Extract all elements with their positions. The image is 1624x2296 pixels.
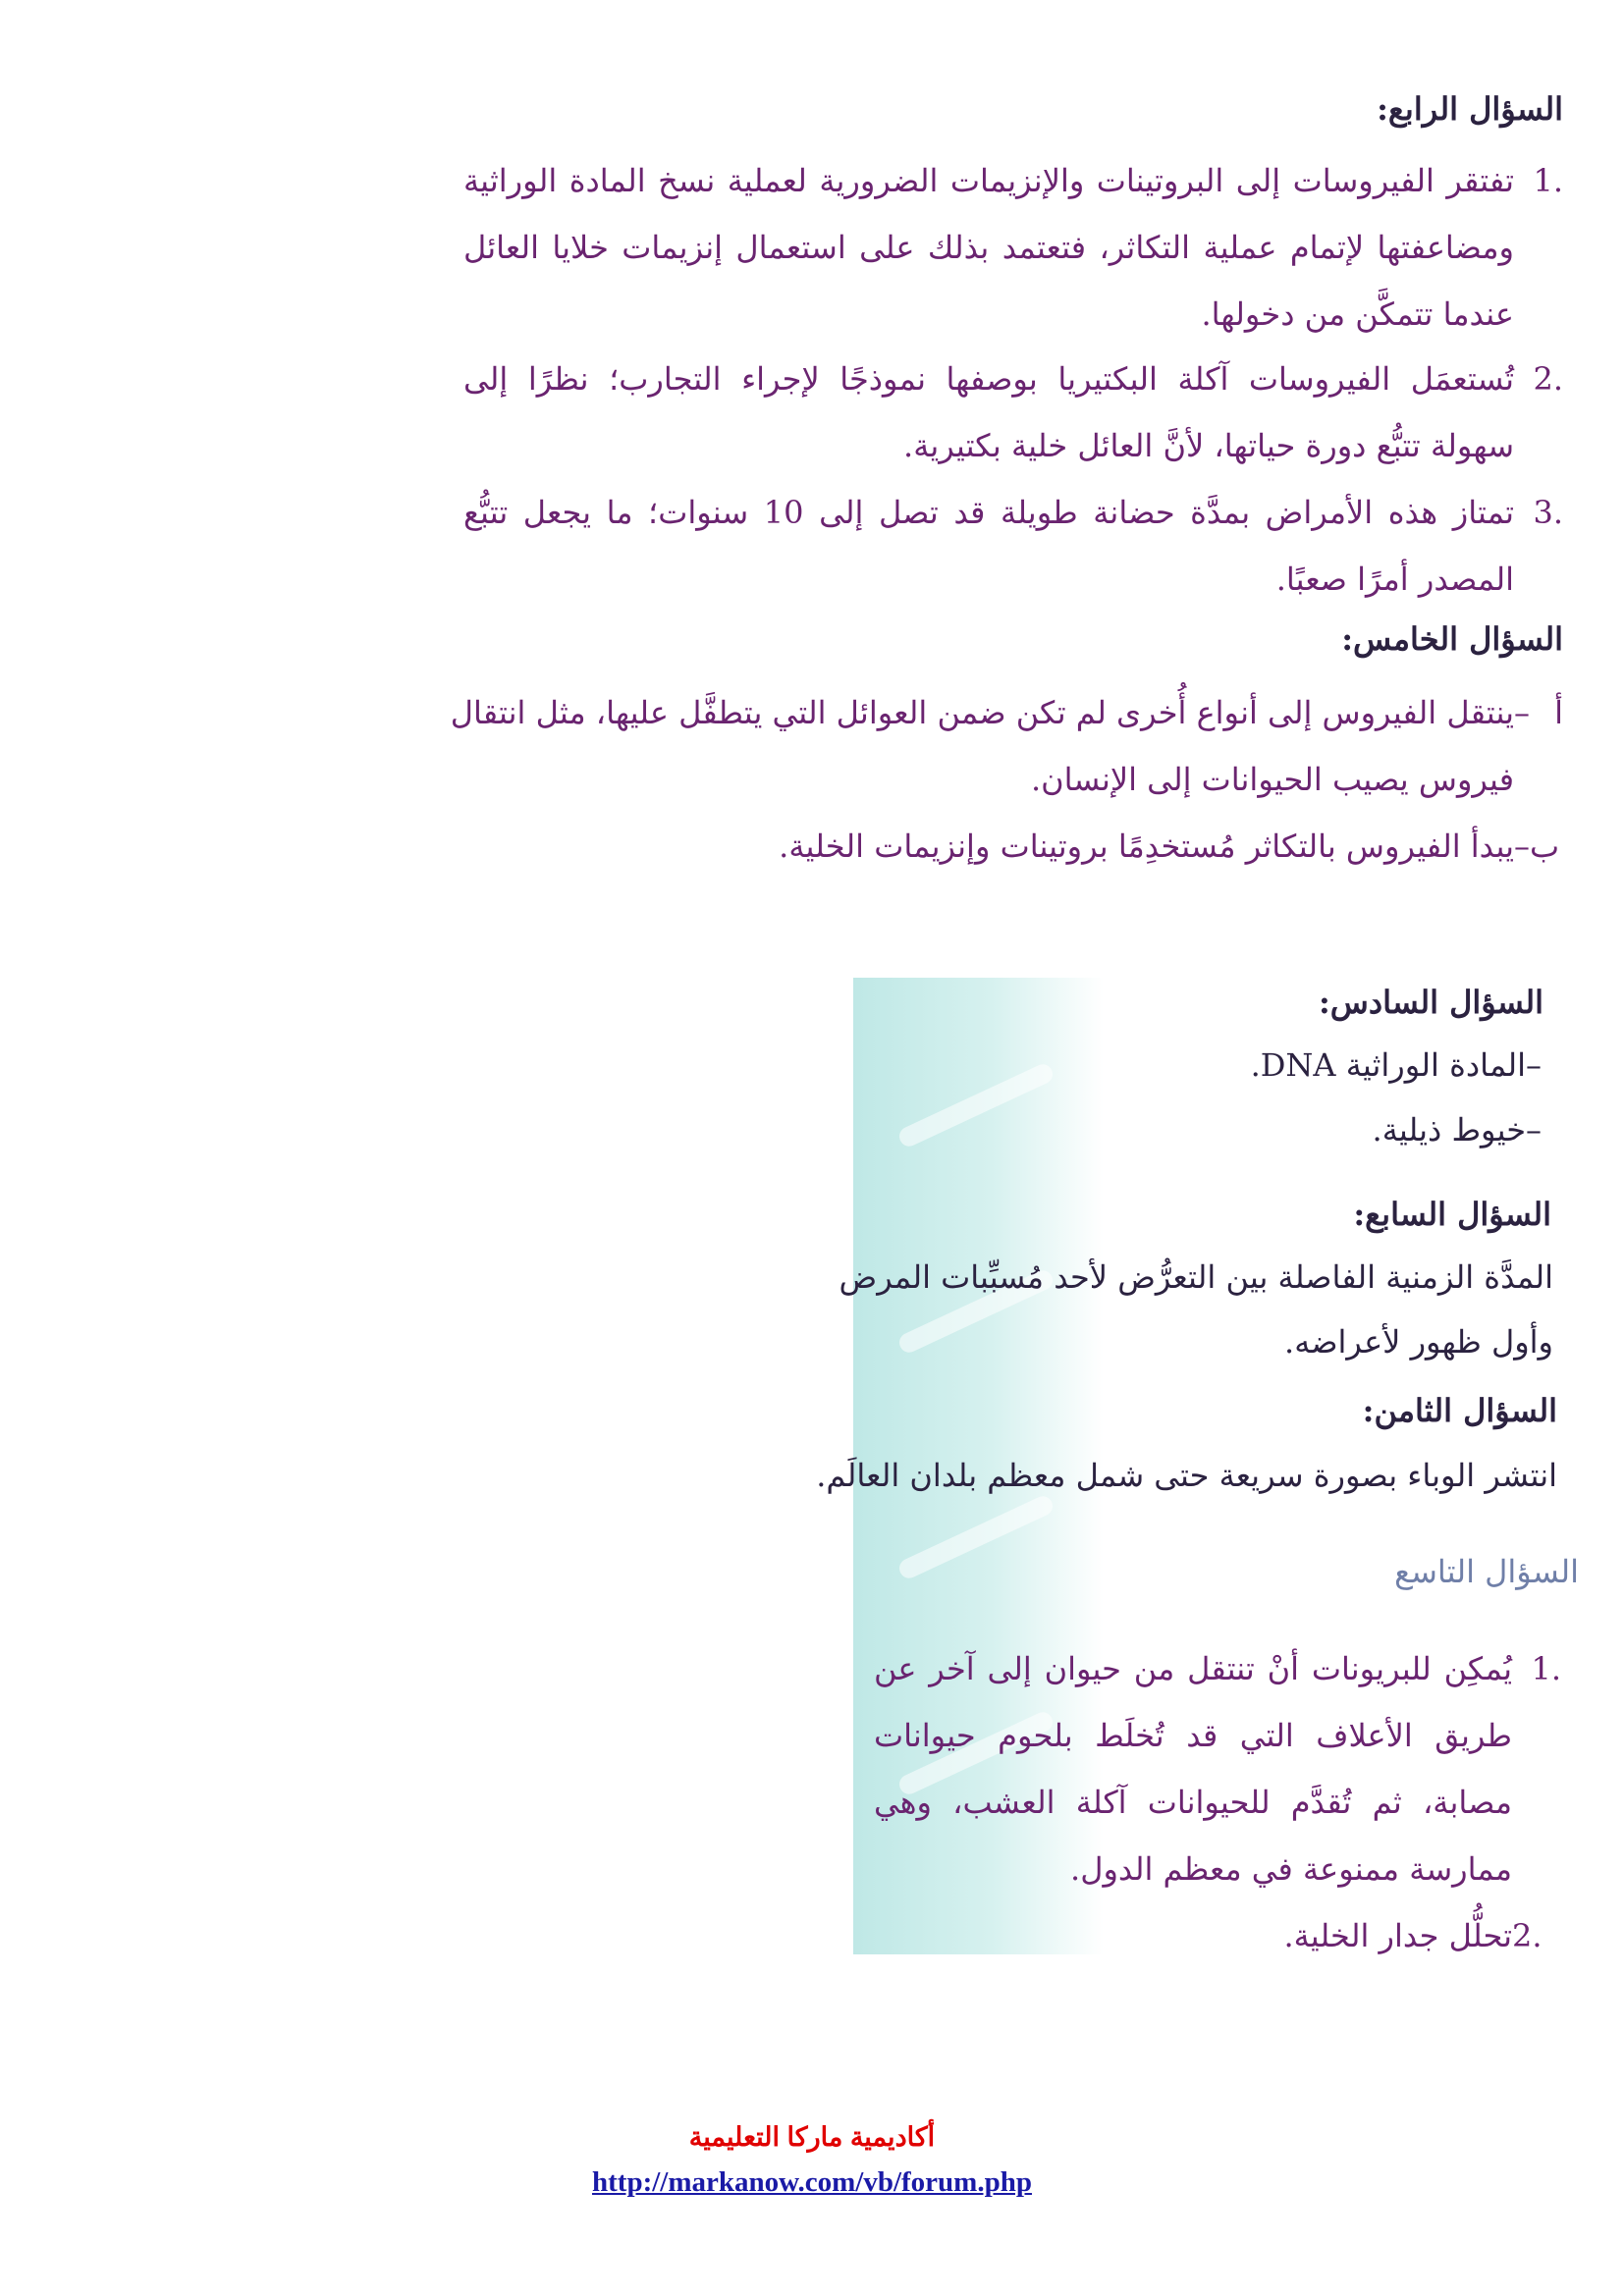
q4-item-2 [463, 346, 1563, 479]
item-number: .2 [1533, 360, 1563, 398]
answer-line: وأول ظهور لأعراضه. [1284, 1323, 1553, 1361]
q6-heading: السؤال السادس: [1318, 984, 1543, 1021]
q8-heading: السؤال الثامن: [1362, 1392, 1557, 1429]
item-text: تحلُّل جدار الخلية. [1283, 1917, 1512, 1954]
q4-item-3 [463, 479, 1563, 613]
item-text: تفتقر الفيروسات إلى البروتينات والإنزيمات الضرورية لعملية نسخ المادة الوراثية [463, 162, 1514, 199]
item-number: .2 [1512, 1917, 1543, 1954]
answer-line: –المادة الوراثية DNA. [1250, 1046, 1542, 1084]
item-text: طريق الأعلاف التي قد تُخلَط بلحوم حيوانات [874, 1717, 1512, 1754]
answer-line: –خيوط ذيلية. [1372, 1111, 1542, 1148]
item-text: فيروس يصيب الحيوانات إلى الإنسان. [1030, 761, 1514, 798]
q5-item-a [450, 679, 1563, 813]
item-text: تمتاز هذه الأمراض بمدَّة حضانة طويلة قد تصل إلى 10 سنوات؛ ما يجعل تتبُّع [463, 494, 1515, 531]
item-number: .1 [1533, 162, 1563, 199]
item-number: أ – [1514, 694, 1563, 731]
item-number: ب– [1514, 828, 1560, 865]
q4-heading: السؤال الرابع: [1377, 90, 1563, 128]
q5-item-b [459, 813, 1563, 880]
q7-heading: السؤال السابع: [1353, 1196, 1551, 1233]
q9-heading: السؤال التاسع [1394, 1553, 1579, 1590]
footer-link[interactable]: http://markanow.com/vb/forum.php [592, 2166, 1032, 2198]
item-text: ممارسة ممنوعة في معظم الدول. [1070, 1850, 1512, 1888]
item-text: ينتقل الفيروس إلى أنواع أُخرى لم تكن ضمن العوائل التي يتطفَّل عليها، مثل انتقال [450, 694, 1514, 731]
item-text: المصدر أمرًا صعبًا. [1275, 561, 1514, 598]
q9-item-1 [874, 1635, 1561, 1902]
item-number: .3 [1533, 494, 1564, 531]
answer-line: المدَّة الزمنية الفاصلة بين التعرُّض لأحد مُسبِّبات المرض [839, 1258, 1553, 1296]
item-number: .1 [1531, 1650, 1561, 1687]
item-text: يبدأ الفيروس بالتكاثر مُستخدِمًا بروتينات وإنزيمات الخلية. [779, 828, 1514, 865]
q8-answer [816, 1443, 1557, 1508]
item-text: مصابة، ثم تُقدَّم للحيوانات آكلة العشب، وهي [874, 1784, 1512, 1821]
q6-answer [1251, 1033, 1542, 1162]
item-text: سهولة تتبُّع دورة حياتها، لأنَّ العائل خلية بكتيرية. [903, 427, 1514, 464]
q7-answer [839, 1245, 1553, 1374]
footer-title: أكاديمية ماركا التعليمية [688, 2122, 936, 2152]
item-text: يُمكِن للبريونات أنْ تنتقل من حيوان إلى آخر عن [874, 1650, 1512, 1687]
q4-item-1 [463, 147, 1563, 347]
q9-item-2 [874, 1902, 1561, 1969]
q5-heading: السؤال الخامس: [1341, 620, 1563, 658]
item-text: ومضاعفتها لإتمام عملية التكاثر، فتعتمد بذلك على استعمال إنزيمات خلايا العائل [463, 229, 1514, 266]
item-text: عندما تتمكَّن من دخولها. [1201, 295, 1514, 333]
item-text: تُستعمَل الفيروسات آكلة البكتيريا بوصفها نموذجًا لإجراء التجارب؛ نظرًا إلى [463, 360, 1514, 398]
answer-line: انتشر الوباء بصورة سريعة حتى شمل معظم بلدان العالَم. [816, 1457, 1557, 1494]
